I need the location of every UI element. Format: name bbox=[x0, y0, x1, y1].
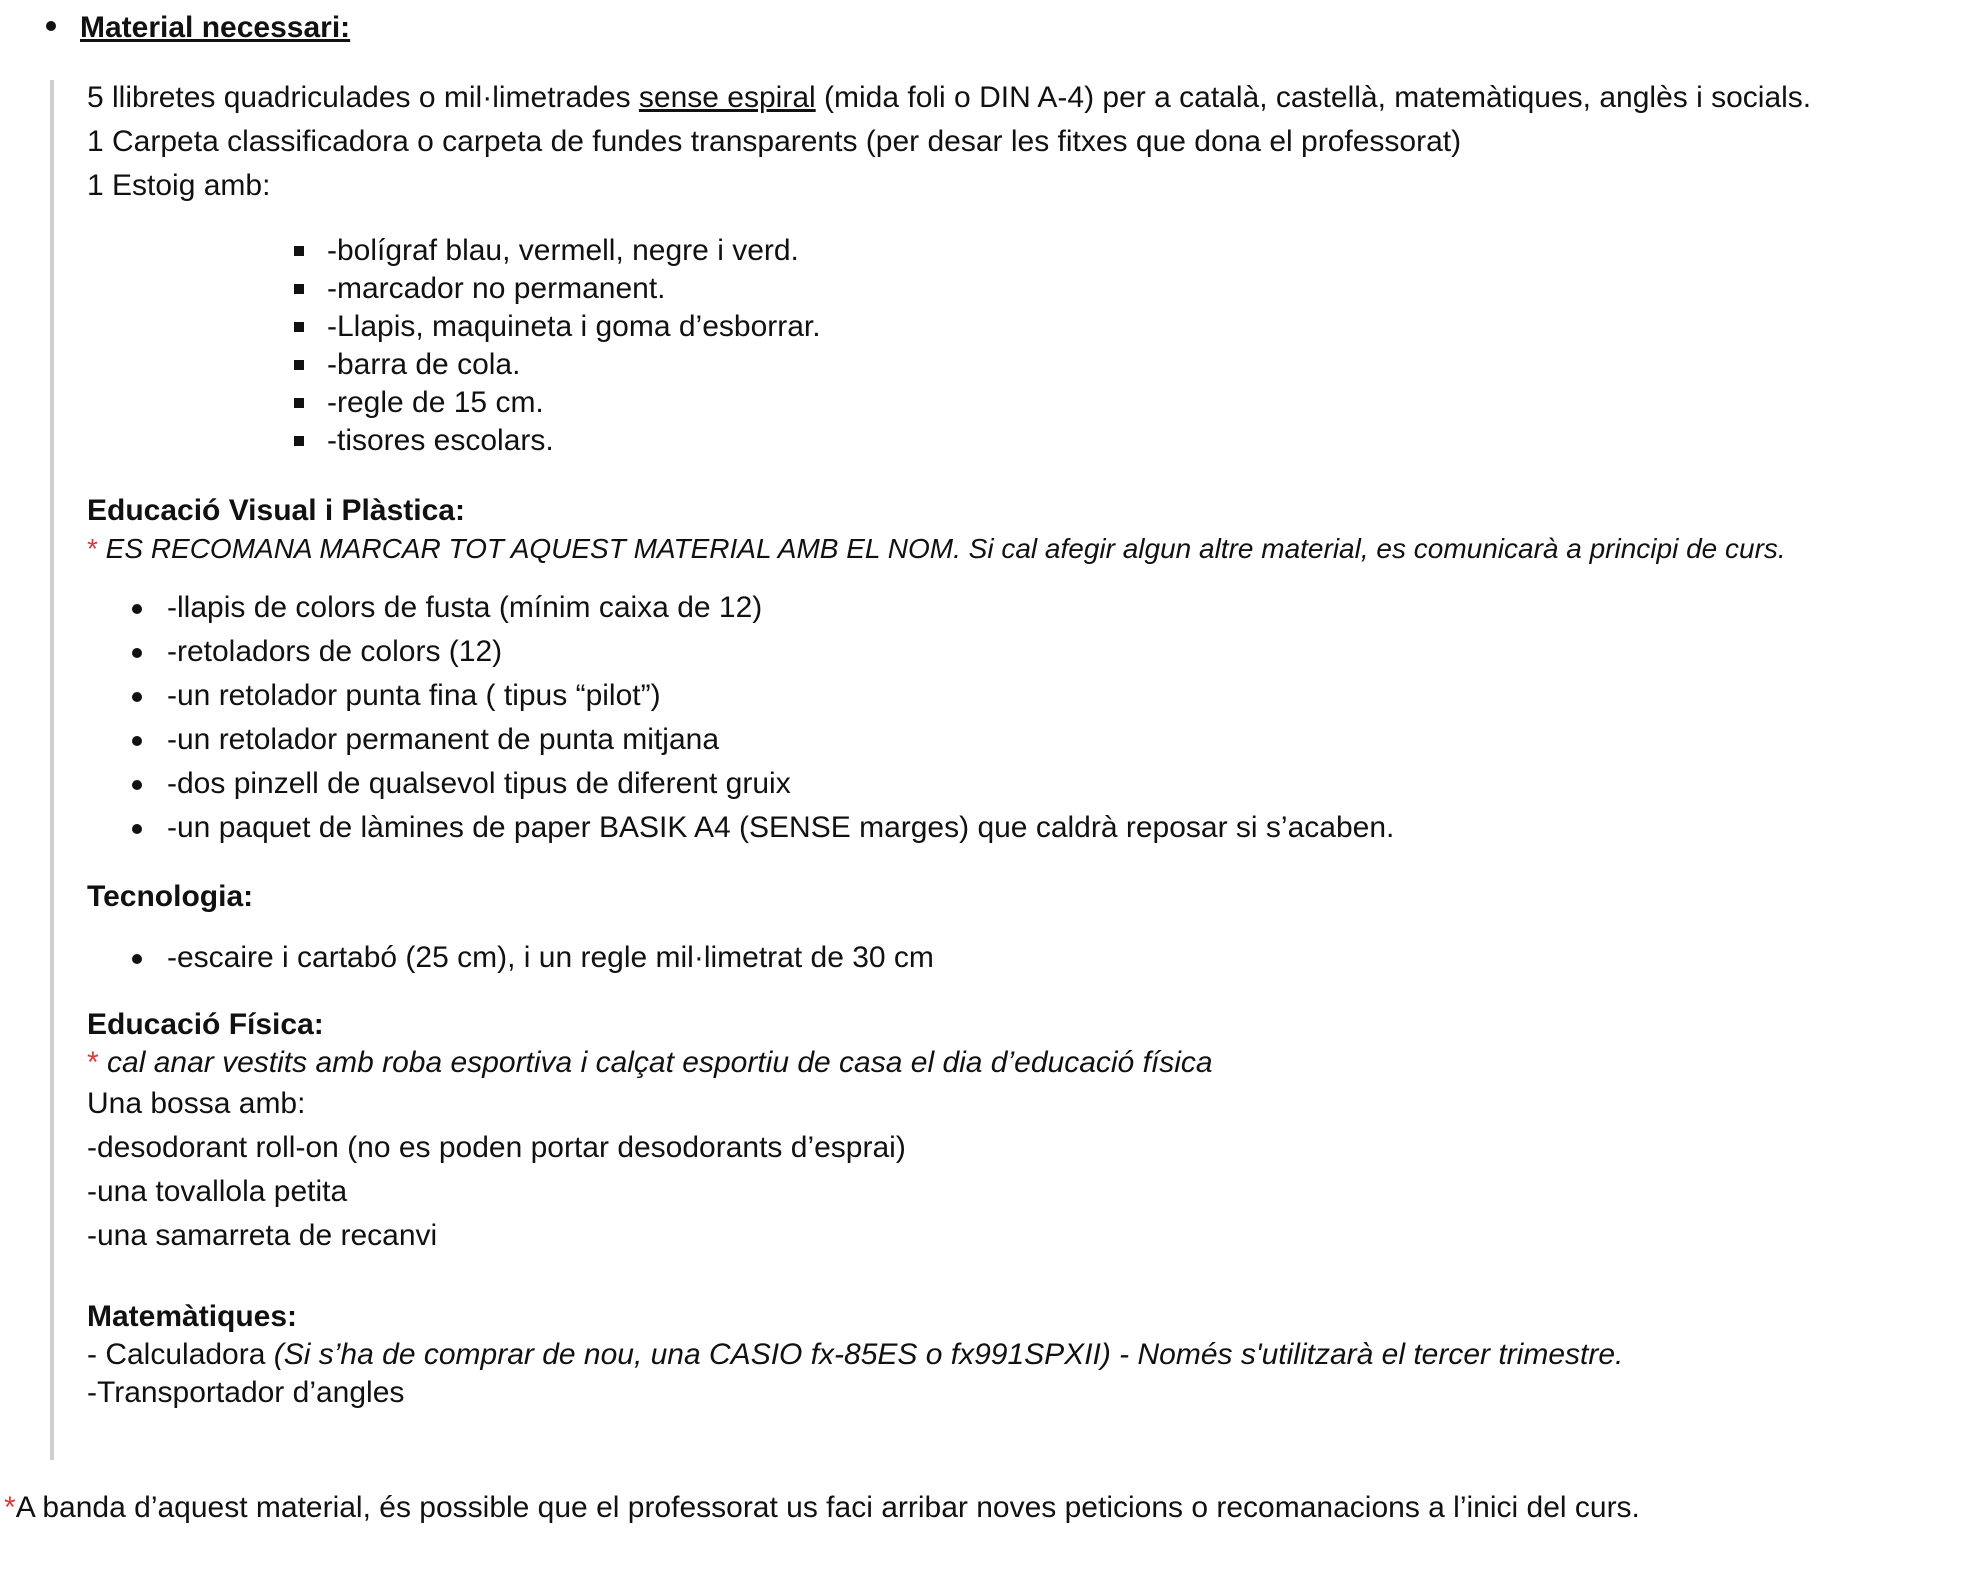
disc-bullet bbox=[132, 954, 142, 964]
list-item-text: -tisores escolars. bbox=[327, 424, 554, 457]
list-item bbox=[87, 232, 1967, 270]
pe-item: -una samarreta de recanvi bbox=[87, 1219, 438, 1252]
calculator-line bbox=[87, 1336, 1967, 1374]
list-item-text: -dos pinzell de qualsevol tipus de diferent gruix bbox=[167, 767, 791, 800]
list-item-text: -Llapis, maquineta i goma d’esborrar. bbox=[327, 310, 821, 343]
pe-note bbox=[87, 1044, 1967, 1082]
pe-bag-line: Una bossa amb: bbox=[87, 1087, 306, 1120]
pe-item: -una tovallola petita bbox=[87, 1175, 348, 1208]
list-item-text: -bolígraf blau, vermell, negre i verd. bbox=[327, 234, 799, 267]
required-star: * bbox=[4, 1491, 16, 1524]
required-star: * bbox=[87, 533, 98, 564]
math-heading: Matemàtiques: bbox=[87, 1300, 298, 1333]
list-item bbox=[87, 346, 1967, 384]
disc-bullet bbox=[132, 604, 142, 614]
list-item bbox=[87, 762, 1967, 806]
notebooks-line bbox=[87, 76, 1967, 120]
material-heading bbox=[46, 10, 350, 46]
visual-note-text: ES RECOMANA MARCAR TOT AQUEST MATERIAL AMB EL NOM. Si cal afegir algun altre material, es comunicarà a principi de curs. bbox=[97, 533, 1786, 564]
square-bullet bbox=[294, 322, 304, 332]
list-item bbox=[87, 936, 1967, 980]
pe-note-text: cal anar vestits amb roba esportiva i calçat esportiu de casa el dia d’educació física bbox=[98, 1046, 1213, 1079]
visual-heading: Educació Visual i Plàstica: bbox=[87, 494, 465, 527]
disc-bullet bbox=[132, 736, 142, 746]
protractor-line: -Transportador d’angles bbox=[87, 1376, 405, 1409]
footer-note bbox=[4, 1488, 1640, 1528]
tech-heading: Tecnologia: bbox=[87, 880, 254, 913]
material-title: Material necessari: bbox=[80, 11, 351, 44]
list-item-text: -un retolador punta fina ( tipus “pilot”) bbox=[167, 679, 661, 712]
square-bullet bbox=[294, 360, 304, 370]
footer-text: A banda d’aquest material, és possible que el professorat us faci arribar noves peticions o recomanacions a l’inici del curs. bbox=[15, 1491, 1640, 1524]
quote-bar bbox=[50, 80, 54, 1460]
list-item bbox=[87, 422, 1967, 460]
visual-items-list bbox=[87, 586, 1967, 850]
required-star: * bbox=[87, 1046, 99, 1079]
calculator-note: (Si s’ha de comprar de nou, una CASIO fx-85ES o fx991SPXII) - Només s'utilitzarà el tercer trimestre. bbox=[273, 1338, 1624, 1371]
list-item bbox=[87, 630, 1967, 674]
pe-item: -desodorant roll-on (no es poden portar desodorants d’esprai) bbox=[87, 1131, 906, 1164]
notebooks-prefix: 5 llibretes quadriculades o mil·limetrades bbox=[87, 81, 639, 114]
notebooks-underlined: sense espiral bbox=[638, 81, 816, 114]
material-content bbox=[87, 76, 1967, 1412]
notebooks-suffix: (mida foli o DIN A-4) per a català, castellà, matemàtiques, anglès i socials. bbox=[815, 81, 1812, 114]
square-bullet bbox=[294, 246, 304, 256]
pe-heading: Educació Física: bbox=[87, 1008, 324, 1041]
list-item-text: -retoladors de colors (12) bbox=[167, 635, 503, 668]
square-bullet bbox=[294, 398, 304, 408]
list-item-text: -marcador no permanent. bbox=[327, 272, 666, 305]
list-item bbox=[87, 674, 1967, 718]
list-item bbox=[87, 384, 1967, 422]
list-item bbox=[87, 270, 1967, 308]
list-item bbox=[87, 586, 1967, 630]
disc-bullet bbox=[132, 692, 142, 702]
list-item-text: -regle de 15 cm. bbox=[327, 386, 544, 419]
disc-bullet bbox=[132, 648, 142, 658]
tech-items-list bbox=[87, 936, 1967, 980]
square-bullet bbox=[294, 436, 304, 446]
list-item-text: -llapis de colors de fusta (mínim caixa de 12) bbox=[167, 591, 763, 624]
list-item-text: -escaire i cartabó (25 cm), i un regle mil·limetrat de 30 cm bbox=[167, 941, 934, 974]
list-item-text: -un retolador permanent de punta mitjana bbox=[167, 723, 720, 756]
square-bullet bbox=[294, 284, 304, 294]
disc-bullet bbox=[132, 824, 142, 834]
list-item-text: -un paquet de làmines de paper BASIK A4 (SENSE marges) que caldrà reposar si s’acaben. bbox=[167, 811, 1395, 844]
list-item-text: -barra de cola. bbox=[327, 348, 521, 381]
folder-line: 1 Carpeta classificadora o carpeta de fundes transparents (per desar les fitxes que dona el professorat) bbox=[87, 125, 1462, 158]
visual-note bbox=[87, 530, 1967, 568]
bullet-dot bbox=[46, 21, 56, 31]
list-item bbox=[87, 718, 1967, 762]
case-items-list bbox=[87, 232, 1967, 460]
list-item bbox=[87, 308, 1967, 346]
list-item bbox=[87, 806, 1967, 850]
case-line: 1 Estoig amb: bbox=[87, 169, 271, 202]
calculator-prefix: - Calculadora bbox=[87, 1338, 274, 1371]
disc-bullet bbox=[132, 780, 142, 790]
